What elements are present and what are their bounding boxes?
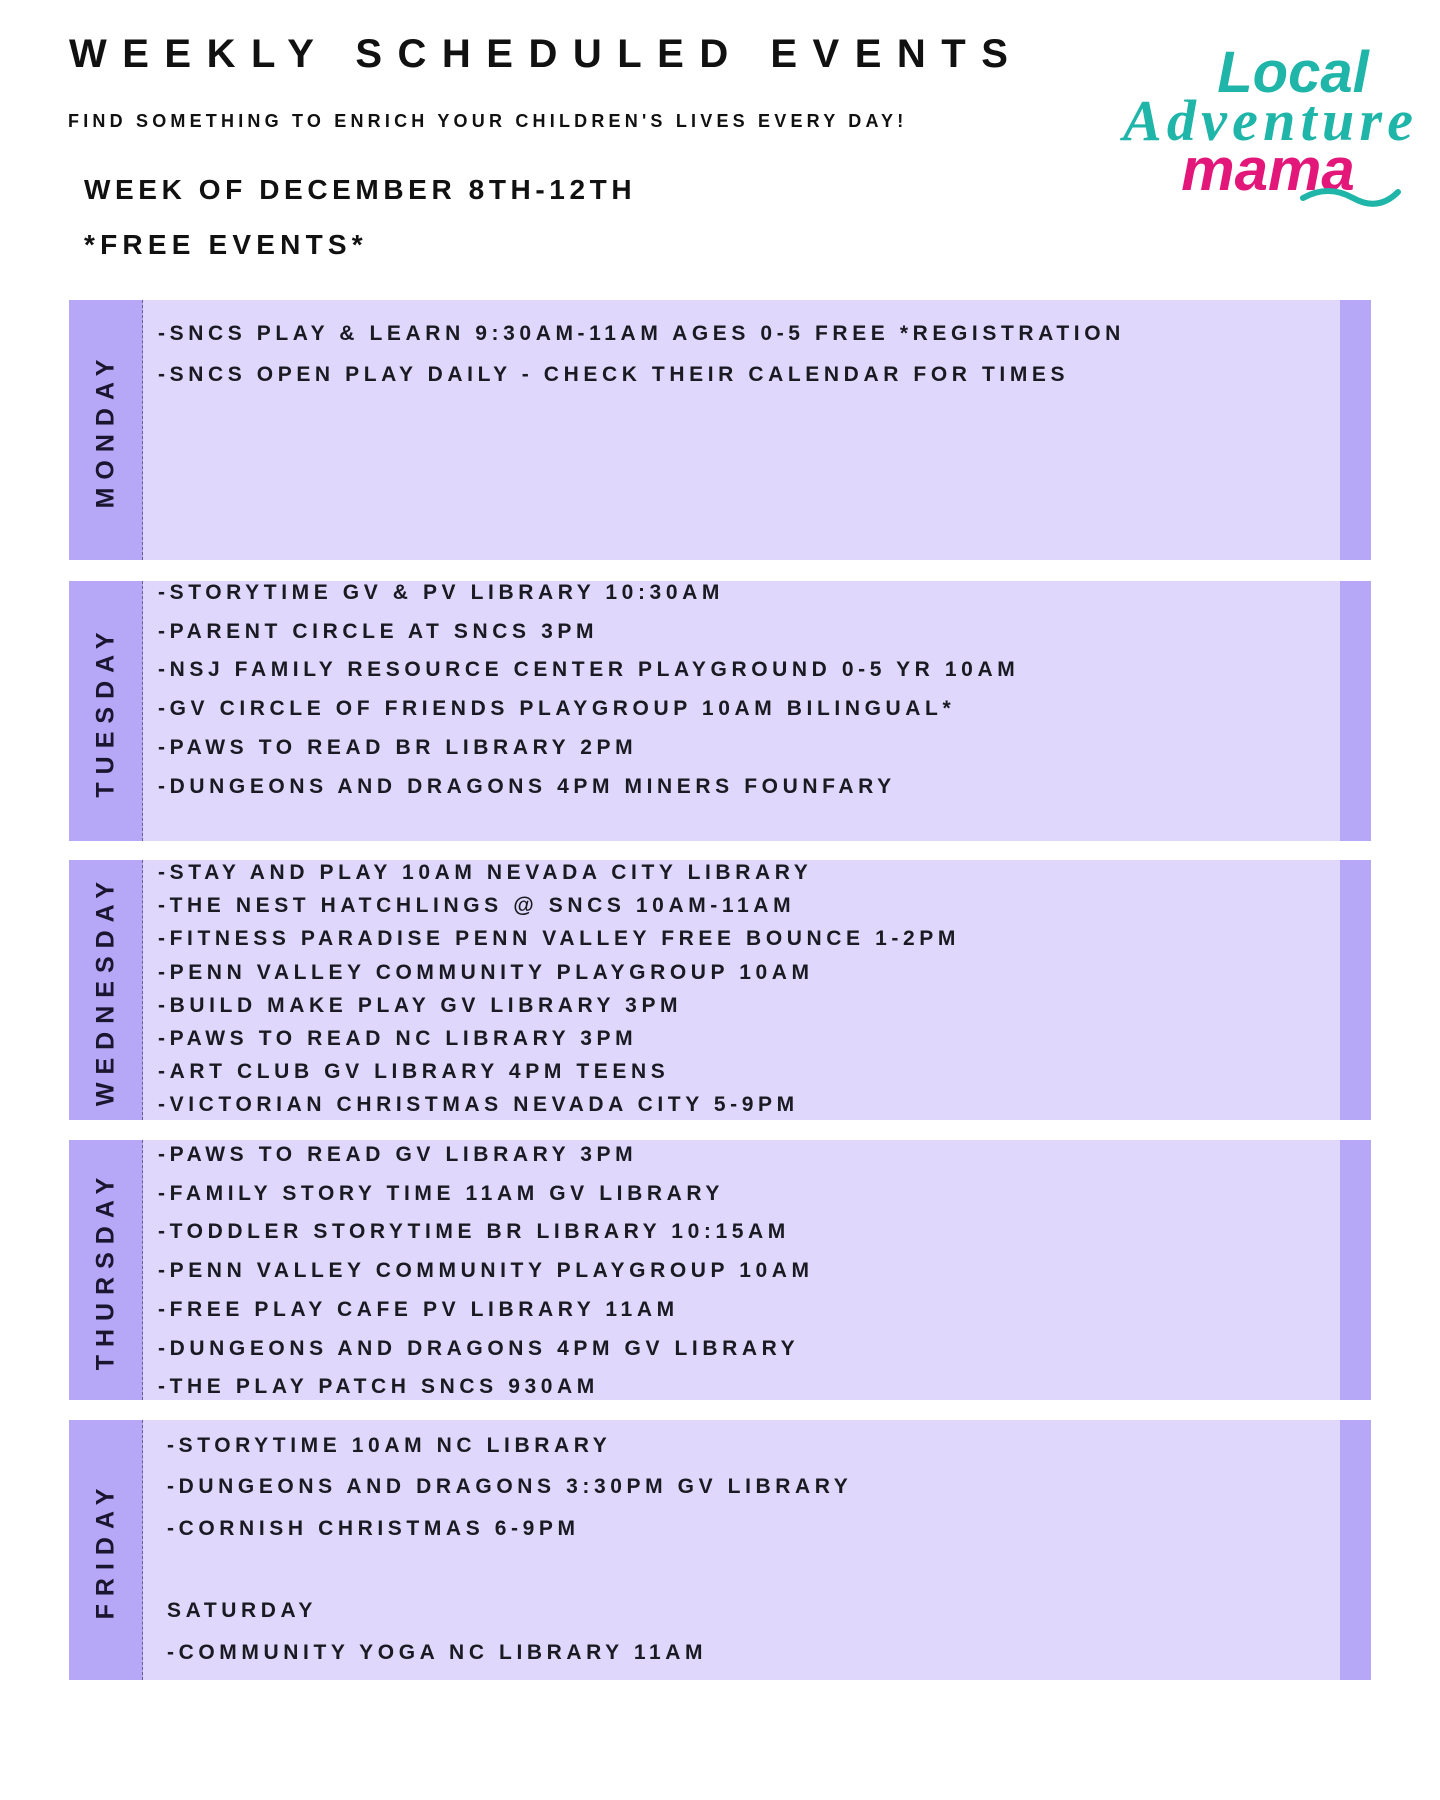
day-box-thursday: [69, 1140, 1371, 1400]
event-item: -FAMILY STORY TIME 11AM GV LIBRARY: [158, 1181, 724, 1205]
event-item: -FREE PLAY CAFE PV LIBRARY 11AM: [158, 1297, 679, 1321]
event-item: -PAWS TO READ GV LIBRARY 3PM: [158, 1143, 638, 1166]
page-title: WEEKLY SCHEDULED EVENTS: [69, 32, 1024, 76]
day-label: FRIDAY: [91, 1480, 119, 1620]
day-label-column: [69, 1140, 143, 1400]
event-item: -PAWS TO READ NC LIBRARY 3PM: [158, 1027, 638, 1050]
event-item: -PAWS TO READ BR LIBRARY 2PM: [158, 735, 638, 759]
event-item: -DUNGEONS AND DRAGONS 3:30PM GV LIBRARY: [167, 1475, 853, 1499]
day-label-column: [69, 581, 143, 841]
local-adventure-mama-logo: [1118, 30, 1418, 220]
day-label: THURSDAY: [91, 1169, 119, 1371]
event-item: -SNCS OPEN PLAY DAILY - CHECK THEIR CALENDAR FOR TIMES: [158, 363, 1070, 386]
day-label: WEDNESDAY: [91, 873, 119, 1107]
day-label: MONDAY: [91, 351, 119, 509]
day-box-wednesday: [69, 860, 1371, 1120]
free-events-note: *FREE EVENTS*: [84, 229, 368, 260]
day-label-column: [69, 1420, 143, 1680]
day-right-stripe: [1340, 300, 1371, 560]
day-subheading: SATURDAY: [167, 1599, 317, 1623]
event-item: -BUILD MAKE PLAY GV LIBRARY 3PM: [158, 993, 683, 1017]
event-item: -NSJ FAMILY RESOURCE CENTER PLAYGROUND 0-5 YR 10AM: [158, 658, 1020, 682]
event-item: -VICTORIAN CHRISTMAS NEVADA CITY 5-9PM: [158, 1093, 799, 1117]
event-item: -PARENT CIRCLE AT SNCS 3PM: [158, 619, 599, 643]
event-item: -SNCS PLAY & LEARN 9:30AM-11AM AGES 0-5 FREE *REGISTRATION: [158, 322, 1125, 345]
day-box-friday: [69, 1420, 1371, 1680]
day-box-tuesday: [69, 581, 1371, 841]
event-item: -STORYTIME 10AM NC LIBRARY: [167, 1434, 612, 1457]
day-box-monday: [69, 300, 1371, 560]
event-item: -COMMUNITY YOGA NC LIBRARY 11AM: [167, 1640, 708, 1664]
event-item: -THE NEST HATCHLINGS @ SNCS 10AM-11AM: [158, 894, 796, 918]
page-subtitle: FIND SOMETHING TO ENRICH YOUR CHILDREN'S LIVES EVERY DAY!: [68, 111, 908, 131]
event-item: -STAY AND PLAY 10AM NEVADA CITY LIBRARY: [158, 861, 813, 884]
event-item: -PENN VALLEY COMMUNITY PLAYGROUP 10AM: [158, 960, 814, 984]
event-item: -FITNESS PARADISE PENN VALLEY FREE BOUNCE 1-2PM: [158, 927, 960, 951]
event-item: -TODDLER STORYTIME BR LIBRARY 10:15AM: [158, 1220, 790, 1244]
event-item: -CORNISH CHRISTMAS 6-9PM: [167, 1516, 580, 1540]
event-item: -GV CIRCLE OF FRIENDS PLAYGROUP 10AM BILINGUAL*: [158, 697, 956, 721]
event-item: -PENN VALLEY COMMUNITY PLAYGROUP 10AM: [158, 1259, 814, 1283]
logo-text-local: Local: [1217, 40, 1369, 105]
day-right-stripe: [1340, 1420, 1371, 1680]
day-label: TUESDAY: [91, 624, 119, 798]
day-right-stripe: [1340, 860, 1371, 1120]
day-label-column: [69, 860, 143, 1120]
event-item: -ART CLUB GV LIBRARY 4PM TEENS: [158, 1060, 670, 1084]
event-item: -STORYTIME GV & PV LIBRARY 10:30AM: [158, 581, 724, 604]
event-item: -DUNGEONS AND DRAGONS 4PM MINERS FOUNFARY: [158, 774, 896, 798]
day-right-stripe: [1340, 1140, 1371, 1400]
day-label-column: [69, 300, 143, 560]
event-item: -THE PLAY PATCH SNCS 930AM: [158, 1375, 599, 1399]
week-heading: WEEK OF DECEMBER 8TH-12TH: [84, 174, 637, 205]
logo-text-adventure: Adventure: [1123, 88, 1413, 153]
event-item: -DUNGEONS AND DRAGONS 4PM GV LIBRARY: [158, 1336, 800, 1360]
logo-text-mama: mama: [1181, 136, 1355, 203]
day-right-stripe: [1340, 581, 1371, 841]
